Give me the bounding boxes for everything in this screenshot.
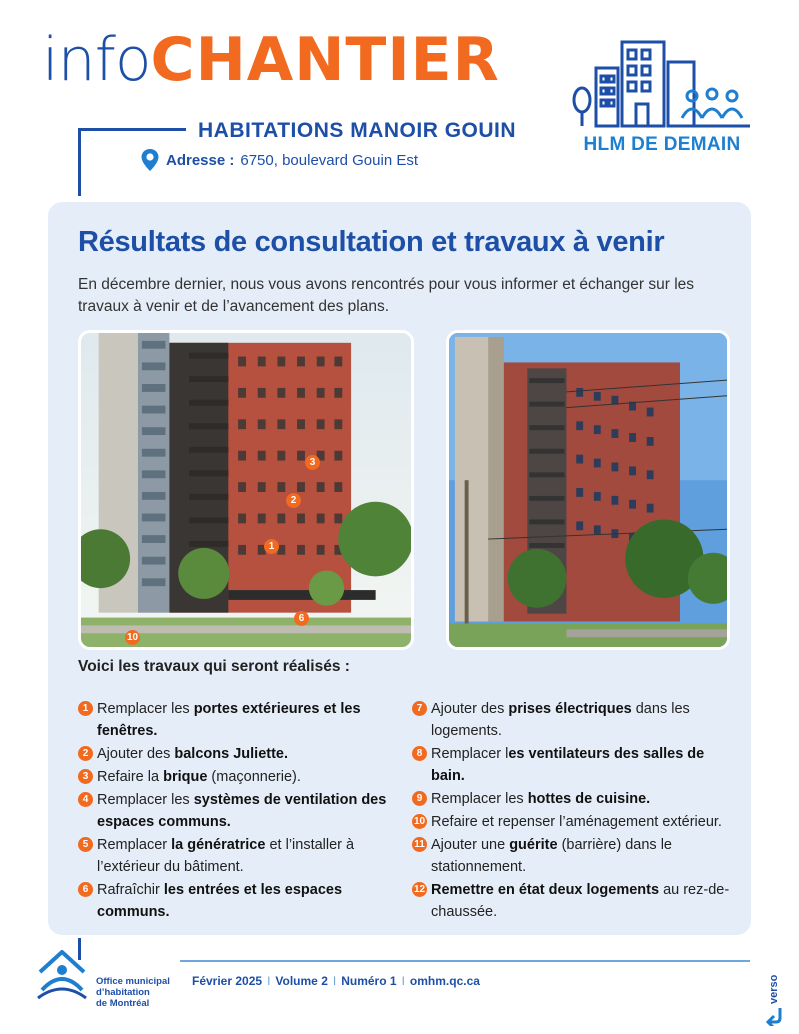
photo-marker-10: 10 [126,632,139,643]
omhm-name: Office municipal d’habitation de Montréal [96,976,170,1009]
building-rendering-image [81,333,411,647]
brand-info-text: info [42,25,151,95]
address-value: 6750, boulevard Gouin Est [240,151,418,169]
number-badge: 10 [413,816,426,827]
header-rule-vertical [78,128,81,196]
website-link[interactable]: omhm.qc.ca [409,974,480,988]
photo-marker-2: 2 [286,493,301,508]
newsletter-logo [42,25,500,95]
separator: I [332,974,337,988]
number-badge: 12 [413,884,426,895]
number-badge: 11 [412,837,427,852]
number-badge: 6 [78,882,93,897]
work-item-9: 9 Remplacer les hottes de cuisine. [412,788,740,810]
current-building-photo [446,330,730,650]
brand-chantier-text: CHANTIER [150,25,500,95]
rendering-photo [78,330,414,650]
content-panel [48,202,751,935]
omhm-logo-icon [34,946,90,1002]
panel-title: Résultats de consultation et travaux à venir [78,226,665,258]
number-badge: 1 [78,701,93,716]
number-badge: 8 [412,746,427,761]
work-item-5: 5 Remplacer la génératrice et l’installer à l’extérieur du bâtiment. [78,834,398,878]
issue-number: Numéro 1 [341,974,397,988]
header-rule-horizontal [78,128,186,131]
number-badge: 7 [412,701,427,716]
number-badge: 4 [78,792,93,807]
address-label: Adresse : [166,151,235,169]
hlm-de-demain-logo [570,38,754,162]
building-name: HABITATIONS MANOIR GOUIN [198,119,517,142]
number-badge: 3 [78,769,93,784]
work-item-6: 6 Rafraîchir les entrées et les espaces communs. [78,879,398,923]
hlm-de-demain-label: HLM DE DEMAIN [583,134,741,155]
works-list-title: Voici les travaux qui seront réalisés : [78,658,350,675]
photo-marker-6: 6 [294,611,309,626]
issue-date: Février 2025 [192,974,263,988]
panel-intro: En décembre dernier, nous vous avons rencontrés pour vous informer et échanger sur les travaux à venir et de l’avancement des plans. [78,276,695,315]
address-line [140,148,418,172]
work-item-12: 12 Remettre en état deux logements au rez-de-chaussée. [413,882,730,920]
number-badge: 5 [78,837,93,852]
works-list-left [78,698,398,924]
work-item-2: 2 Ajouter des balcons Juliette. [78,743,398,765]
buildings-people-icon [570,38,754,134]
work-item-8: 8 Remplacer les ventilateurs des salles de bain. [412,743,740,787]
works-list-right [412,698,740,924]
number-badge: 9 [412,791,427,806]
number-badge: 2 [78,746,93,761]
work-item-7: 7 Ajouter des prises électriques dans les logements. [412,698,740,742]
issue-volume: Volume 2 [275,974,328,988]
separator: I [401,974,405,988]
photo-marker-1: 1 [264,539,279,554]
footer-divider [180,960,750,962]
separator: I [267,974,271,988]
issue-info [192,974,480,988]
building-photo-image [449,333,727,647]
verso-label[interactable]: verso [768,974,780,1004]
work-item-1: 1 Remplacer les portes extérieures et les fenêtres. [78,698,398,742]
work-item-11: 11 Ajouter une guérite (barrière) dans le stationnement. [412,834,740,878]
location-pin-icon [140,148,160,172]
work-item-3: 3 Refaire la brique (maçonnerie). [78,766,398,788]
work-item-4: 4 Remplacer les systèmes de ventilation des espaces communs. [78,789,398,833]
work-item-10: 10 Refaire et repenser l’aménagement extérieur. [413,814,722,830]
photo-marker-3: 3 [305,455,320,470]
